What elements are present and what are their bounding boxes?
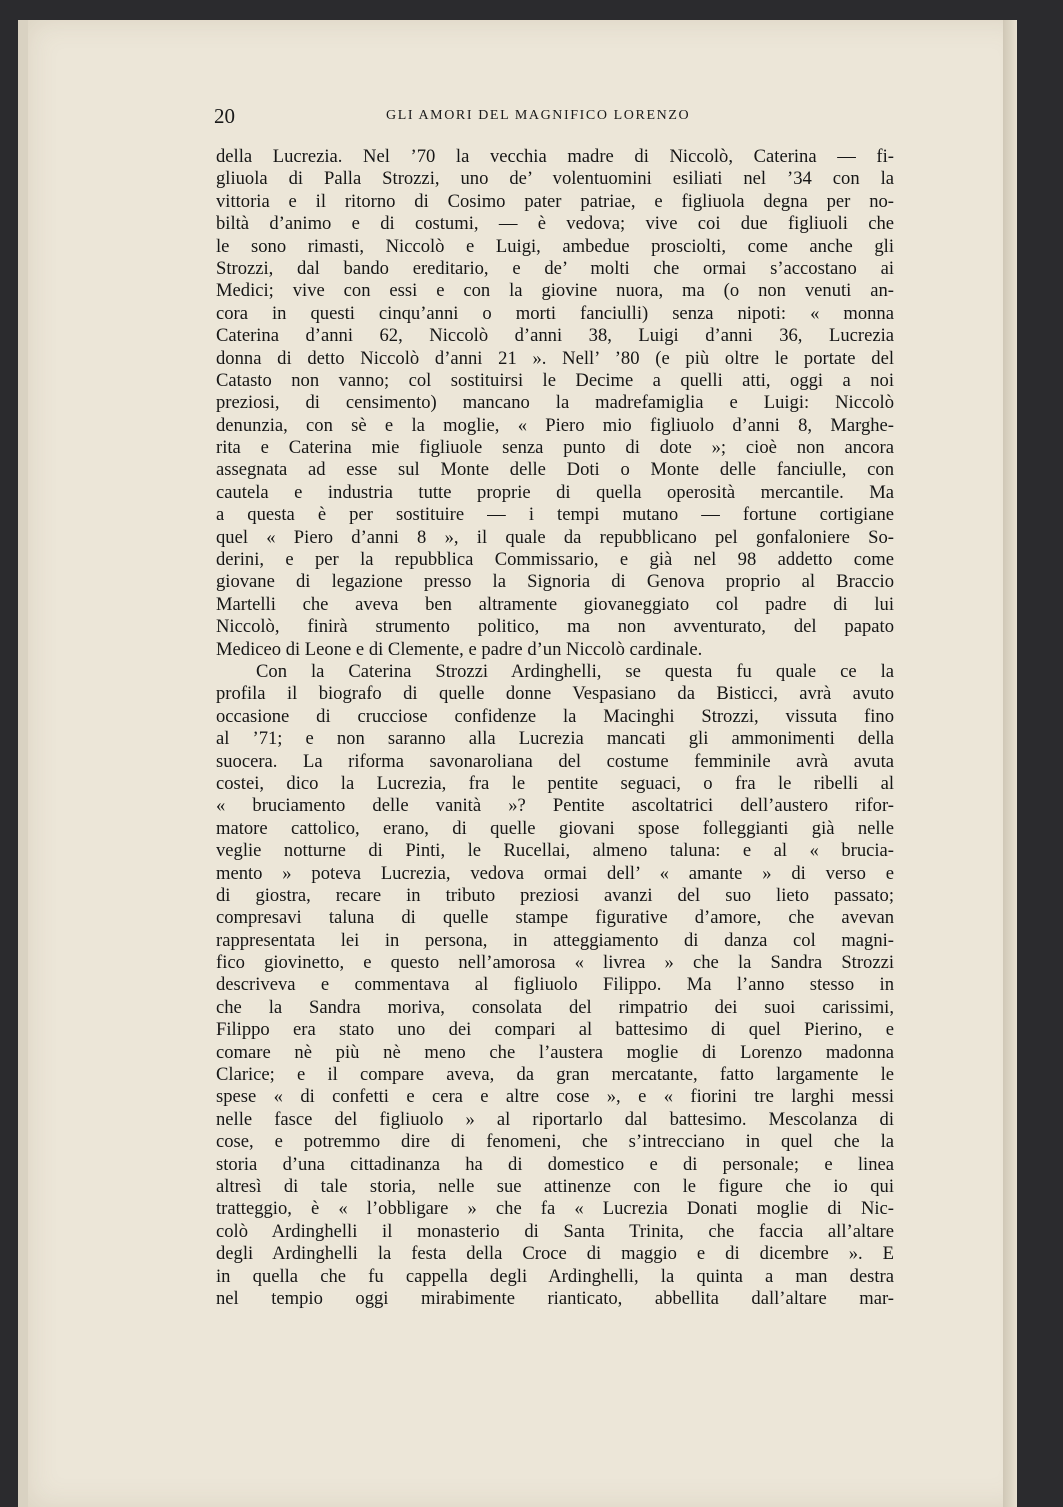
running-head: GLI AMORI DEL MAGNIFICO LORENZO — [386, 108, 691, 123]
text-line: Martelli che aveva ben altramente giovaneggiato col padre di lui — [216, 593, 894, 615]
text-line: « bruciamento delle vanità »? Pentite ascoltatrici dell’austero rifor- — [216, 795, 894, 817]
text-line: descriveva e commentava al figliuolo Filippo. Ma l’anno stesso in — [216, 974, 894, 996]
text-line: colò Ardinghelli il monasterio di Santa Trinita, che faccia all’altare — [216, 1220, 894, 1242]
text-line: Clarice; e il compare aveva, da gran mercatante, fatto largamente le — [216, 1064, 894, 1086]
body-text — [216, 146, 894, 1310]
text-line: di giostra, recare in tributo preziosi avanzi del suo lieto passato; — [216, 884, 894, 906]
text-line: Catasto non vanno; col sostituirsi le Decime a quelli atti, oggi a noi — [216, 369, 894, 391]
text-line: occasione di crucciose confidenze la Macinghi Strozzi, vissuta fino — [216, 705, 894, 727]
text-line: Filippo era stato uno dei compari al battesimo di quel Pierino, e — [216, 1019, 894, 1041]
text-line: della Lucrezia. Nel ’70 la vecchia madre di Niccolò, Caterina — fi- — [216, 146, 894, 167]
text-line: in quella che fu cappella degli Ardinghelli, la quinta a man destra — [216, 1265, 894, 1287]
text-line: spese « di confetti e cera e altre cose », e « fiorini tre larghi messi — [216, 1086, 894, 1108]
text-line: veglie notturne di Pinti, le Rucellai, almeno taluna: e al « brucia- — [216, 840, 894, 862]
text-line: Niccolò, finirà strumento politico, ma non avventurato, del papato — [216, 616, 894, 638]
text-line: derini, e per la repubblica Commissario, e già nel 98 addetto come — [216, 549, 894, 571]
book-spine — [1003, 20, 1017, 1507]
text-line: al ’71; e non saranno alla Lucrezia mancati gli ammonimenti della — [216, 728, 894, 750]
text-line: degli Ardinghelli la festa della Croce di maggio e di dicembre ». E — [216, 1243, 894, 1265]
page-header — [214, 104, 894, 134]
page-number: 20 — [214, 104, 235, 128]
text-line: rita e Caterina mie figliuole senza punto di dote »; cioè non ancora — [216, 437, 894, 459]
text-line: tratteggio, è « l’obbligare » che fa « Lucrezia Donati moglie di Nic- — [216, 1198, 894, 1220]
text-line: gliuola di Palla Strozzi, uno de’ volentuomini esiliati nel ’34 con la — [216, 168, 894, 190]
text-line: nel tempio oggi mirabimente rianticato, abbellita dall’altare mar- — [216, 1287, 894, 1309]
text-line: Con la Caterina Strozzi Ardinghelli, se questa fu quale ce la — [256, 660, 894, 682]
text-line: nelle fasce del figliuolo » al riportarlo dal battesimo. Mescolanza di — [216, 1108, 894, 1130]
text-line: quel « Piero d’anni 8 », il quale da repubblicano pel gonfaloniere So- — [216, 526, 894, 548]
text-line: cora in questi cinqu’anni o morti fanciulli) senza nipoti: « monna — [216, 302, 894, 324]
text-line: Strozzi, dal bando ereditario, e de’ molti che ormai s’accostano ai — [216, 257, 894, 279]
text-line: Mediceo di Leone e di Clemente, e padre d’un Niccolò cardinale. — [216, 638, 703, 660]
page-edge — [1017, 20, 1063, 1507]
text-line: biltà d’animo e di costumi, — è vedova; vive coi due figliuoli che — [216, 213, 894, 235]
text-line: mento » poteva Lucrezia, vedova ormai dell’ « amante » di verso e — [216, 862, 894, 884]
text-line: rappresentata lei in persona, in atteggiamento di danza col magni- — [216, 929, 894, 951]
text-line: suocera. La riforma savonaroliana del costume femminile avrà avuta — [216, 750, 894, 772]
text-line: donna di detto Niccolò d’anni 21 ». Nell’ ’80 (e più oltre le portate del — [216, 347, 894, 369]
text-line: a questa è per sostituire — i tempi mutano — fortune cortigiane — [216, 504, 894, 526]
text-line: cose, e potremmo dire di fenomeni, che s’intrecciano in quel che la — [216, 1131, 894, 1153]
text-line: Medici; vive con essi e con la giovine nuora, ma (o non venuti an- — [216, 280, 894, 302]
text-line: matore cattolico, erano, di quelle giovani spose folleggianti già nelle — [216, 817, 894, 839]
text-line: assegnata ad esse sul Monte delle Doti o Monte delle fanciulle, con — [216, 459, 894, 481]
text-line: preziosi, di censimento) mancano la madrefamiglia e Luigi: Niccolò — [216, 392, 894, 414]
text-line: altresì di tale storia, nelle sue attinenze con le figure che io qui — [216, 1175, 894, 1197]
text-line: denunzia, con sè e la moglie, « Piero mio figliuolo d’anni 8, Marghe- — [216, 414, 894, 436]
text-line: vittoria e il ritorno di Cosimo pater patriae, e figliuola degna per no- — [216, 190, 894, 212]
text-line: compresavi taluna di quelle stampe figurative d’amore, che avevan — [216, 907, 894, 929]
text-line: le sono rimasti, Niccolò e Luigi, ambedue prosciolti, come anche gli — [216, 235, 894, 257]
text-line: profila il biografo di quelle donne Vespasiano da Bisticci, avrà avuto — [216, 683, 894, 705]
text-line: fico giovinetto, e questo nell’amorosa « livrea » che la Sandra Strozzi — [216, 952, 894, 974]
text-line: storia d’una cittadinanza ha di domestico e di personale; e linea — [216, 1153, 894, 1175]
text-line: comare nè più nè meno che l’austera moglie di Lorenzo madonna — [216, 1041, 894, 1063]
text-line: giovane di legazione presso la Signoria di Genova proprio al Braccio — [216, 571, 894, 593]
text-line: costei, dico la Lucrezia, fra le pentite seguaci, o fra le ribelli al — [216, 772, 894, 794]
text-line: che la Sandra moriva, consolata del rimpatrio dei suoi carissimi, — [216, 996, 894, 1018]
text-line: cautela e industria tutte proprie di quella operosità mercantile. Ma — [216, 481, 894, 503]
text-line: Caterina d’anni 62, Niccolò d’anni 38, Luigi d’anni 36, Lucrezia — [216, 325, 894, 347]
